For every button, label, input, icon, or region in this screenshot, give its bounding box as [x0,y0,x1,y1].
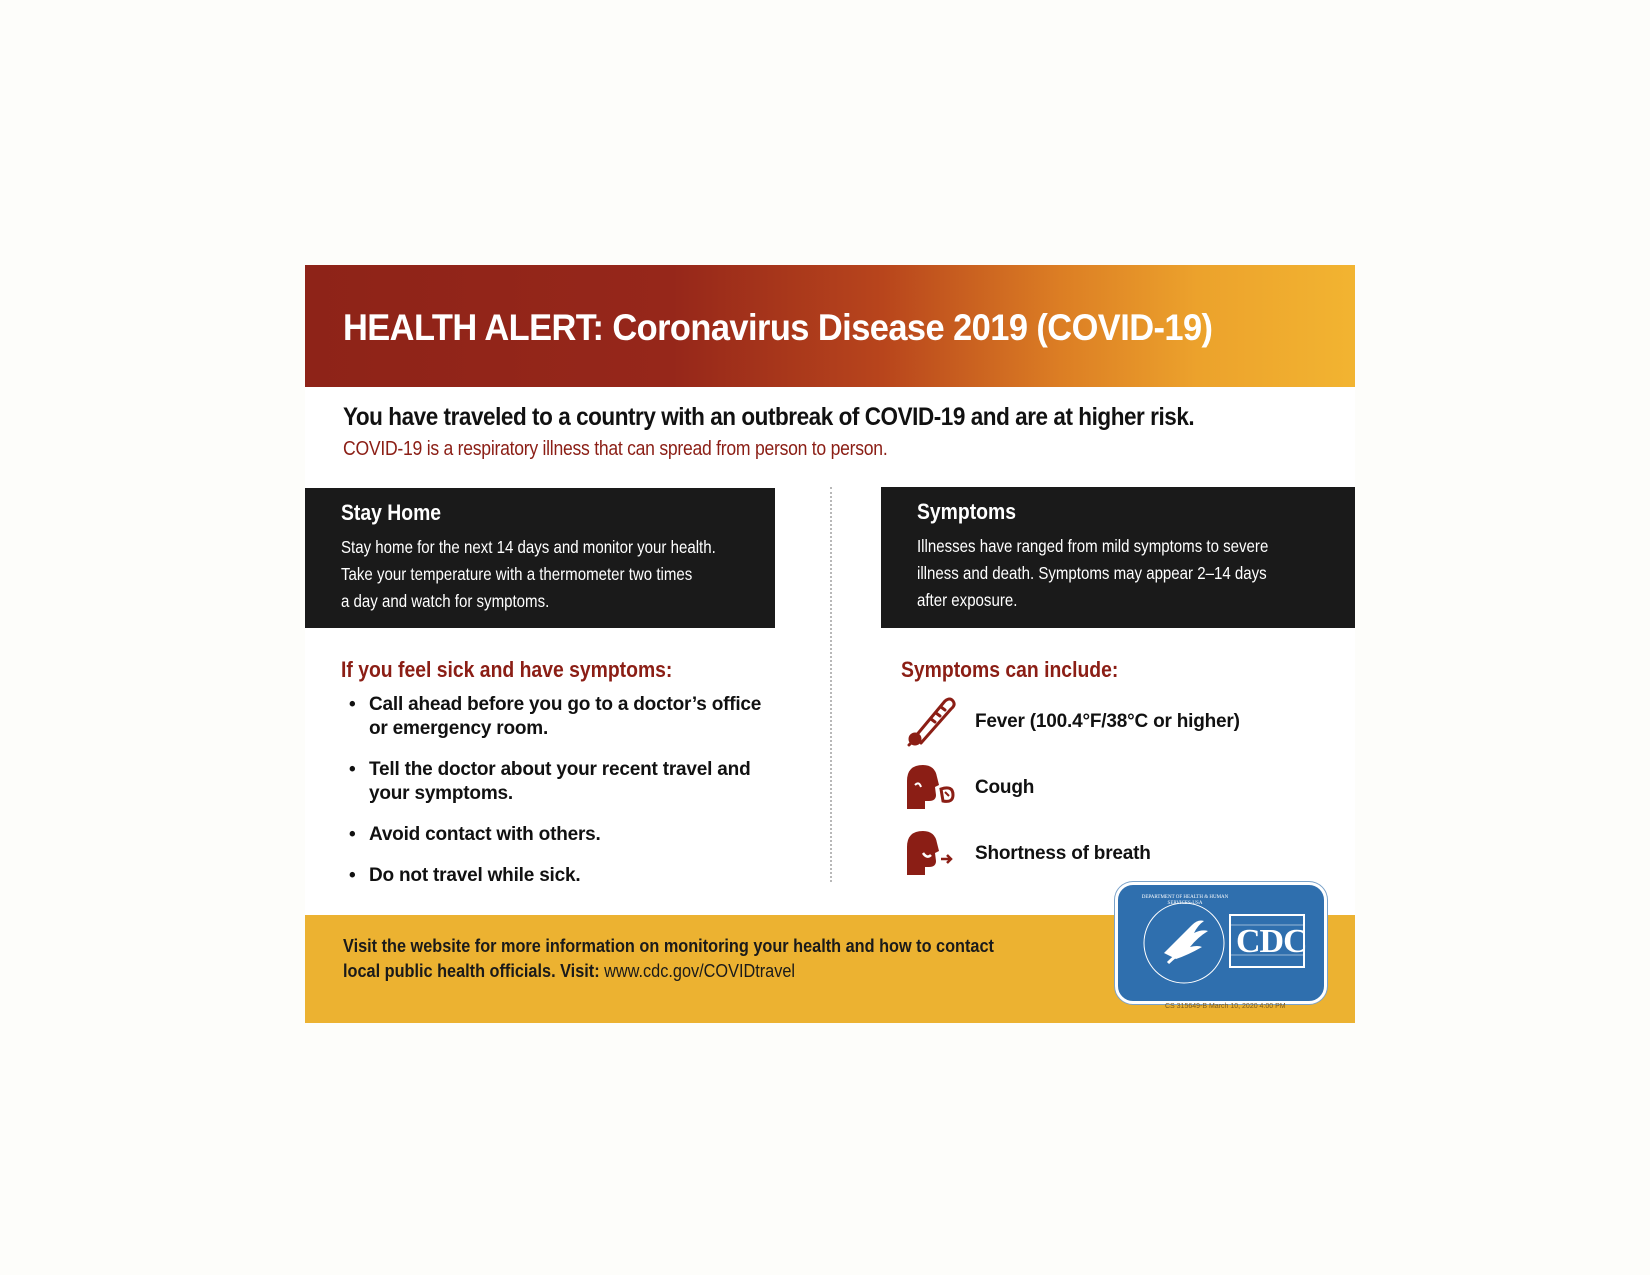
risk-statement: You have traveled to a country with an outbreak of COVID-19 and are at higher risk. [343,403,1195,431]
symptom-label: Shortness of breath [975,843,1151,864]
symptom-fever [901,693,1321,759]
alert-banner [305,265,1355,387]
if-sick-list [341,693,781,905]
symptoms-box [881,487,1355,628]
symptoms-list [901,693,1321,891]
symptom-label: Cough [975,777,1035,798]
cdc-covid-travel-link[interactable]: www.cdc.gov/COVIDtravel [604,960,796,981]
list-item [341,758,781,806]
list-item [341,864,781,888]
bullet: • [349,694,356,715]
document-code: CS 315649-B March 10, 2020 4:00 PM [1165,1003,1286,1010]
list-item [341,823,781,847]
symptoms-line: Illnesses have ranged from mild symptoms to severe [917,536,1269,556]
shortness-of-breath-icon [901,825,957,879]
list-item-line: Do not travel while sick. [369,865,581,886]
stay-home-body [341,534,754,615]
stay-home-title: Stay Home [341,500,442,525]
page-title: HEALTH ALERT: Coronavirus Disease 2019 (COVID-19) [343,307,1213,348]
cdc-wordmark: CDC [1236,923,1307,960]
symptoms-line: after exposure. [917,590,1018,610]
list-item-line: or emergency room. [369,718,549,739]
stay-home-line: Stay home for the next 14 days and monitor your health. [341,537,716,557]
footer-line: Visit the website for more information on monitoring your health and how to contact [343,935,994,956]
symptoms-line: illness and death. Symptoms may appear 2–14 days [917,563,1267,583]
cough-icon [901,759,957,813]
thermometer-icon [901,693,957,747]
symptom-label: Fever (100.4°F/38°C or higher) [975,711,1240,732]
footer-line: local public health officials. Visit: [343,960,605,981]
list-item-line: your symptoms. [369,783,513,804]
list-item-line: Avoid contact with others. [369,824,601,845]
stay-home-line: Take your temperature with a thermometer two times [341,564,693,584]
health-alert-card [305,265,1355,1023]
seal-text: DEPARTMENT OF HEALTH & HUMAN SERVICES-USA [1141,895,1229,906]
symptom-cough [901,759,1321,825]
list-item-line: Tell the doctor about your recent travel and [369,759,751,780]
symptoms-title: Symptoms [917,499,1016,524]
symptoms-body [917,533,1330,614]
list-item-line: Call ahead before you go to a doctor’s office [369,694,762,715]
illness-description: COVID-19 is a respiratory illness that can spread from person to person. [343,438,888,460]
footer-text [343,933,1047,983]
column-divider [830,487,832,882]
bullet: • [349,865,356,886]
symptoms-list-heading: Symptoms can include: [901,657,1119,682]
if-sick-heading: If you feel sick and have symptoms: [341,657,673,682]
cdc-logo [1115,882,1327,1004]
stay-home-line: a day and watch for symptoms. [341,591,550,611]
stay-home-box [305,488,775,628]
list-item [341,693,781,741]
bullet: • [349,759,356,780]
bullet: • [349,824,356,845]
